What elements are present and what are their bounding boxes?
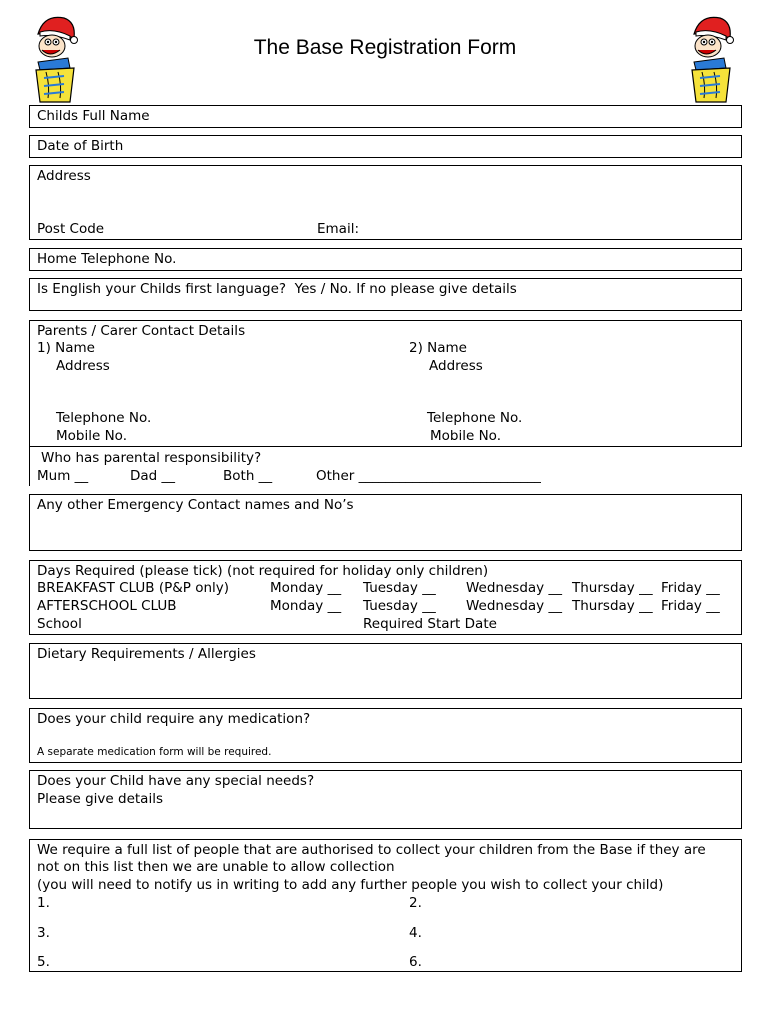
collector-2[interactable]: 2. (409, 895, 422, 911)
parents-heading: Parents / Carer Contact Details (37, 323, 246, 339)
special-needs-details-label: Please give details (37, 791, 163, 807)
parent1-name-label: 1) Name (37, 340, 95, 356)
form-title: The Base Registration Form (253, 36, 517, 59)
afterschool-thursday[interactable]: Thursday __ (572, 598, 653, 614)
both-option[interactable]: Both __ (223, 468, 273, 484)
parent1-mobile-label: Mobile No. (56, 428, 127, 444)
school-label: School (37, 616, 82, 632)
afterschool-tuesday[interactable]: Tuesday __ (363, 598, 436, 614)
afterschool-friday[interactable]: Friday __ (661, 598, 720, 614)
breakfast-monday[interactable]: Monday __ (270, 580, 342, 596)
parent1-address-label: Address (56, 358, 110, 374)
date-of-birth-label: Date of Birth (37, 138, 124, 154)
breakfast-tuesday[interactable]: Tuesday __ (363, 580, 436, 596)
home-telephone-label: Home Telephone No. (37, 251, 177, 267)
required-start-date-label: Required Start Date (363, 616, 497, 632)
collector-4[interactable]: 4. (409, 925, 422, 941)
collection-text-line1: We require a full list of people that are authorised to collect your children from the Base if they are (37, 842, 706, 858)
medication-question: Does your child require any medication? (37, 711, 311, 727)
parent2-name-label: 2) Name (409, 340, 467, 356)
parent2-address-label: Address (429, 358, 483, 374)
breakfast-friday[interactable]: Friday __ (661, 580, 720, 596)
mum-option[interactable]: Mum __ (37, 468, 89, 484)
breakfast-wednesday[interactable]: Wednesday __ (466, 580, 562, 596)
childs-full-name-label: Childs Full Name (37, 108, 150, 124)
parent1-telephone-label: Telephone No. (56, 410, 152, 426)
dad-option[interactable]: Dad __ (130, 468, 176, 484)
parents-contact-section[interactable] (29, 320, 742, 447)
dietary-requirements-label: Dietary Requirements / Allergies (37, 646, 256, 662)
address-label: Address (37, 168, 91, 184)
afterschool-wednesday[interactable]: Wednesday __ (466, 598, 562, 614)
collector-1[interactable]: 1. (37, 895, 50, 911)
collection-text-line2: not on this list then we are unable to allow collection (37, 859, 395, 875)
first-language-label: Is English your Childs first language? Yes / No. If no please give details (37, 281, 517, 297)
date-of-birth-field[interactable] (29, 135, 742, 158)
collector-5[interactable]: 5. (37, 954, 50, 970)
collection-text-line3: (you will need to notify us in writing to add any further people you wish to collect your child) (37, 877, 664, 893)
afterschool-monday[interactable]: Monday __ (270, 598, 342, 614)
emergency-contacts-label: Any other Emergency Contact names and No’s (37, 497, 354, 513)
parent2-mobile-label: Mobile No. (430, 428, 501, 444)
special-needs-question: Does your Child have any special needs? (37, 773, 315, 789)
days-required-heading: Days Required (please tick) (not required for holiday only children) (37, 563, 489, 579)
afterschool-club-label: AFTERSCHOOL CLUB (37, 598, 177, 614)
email-label: Email: (317, 221, 360, 237)
breakfast-thursday[interactable]: Thursday __ (572, 580, 653, 596)
post-code-label: Post Code (37, 221, 105, 237)
other-option[interactable]: Other ___________________________ (316, 468, 541, 484)
address-field[interactable] (29, 165, 742, 240)
parent2-telephone-label: Telephone No. (427, 410, 523, 426)
medication-note: A separate medication form will be required. (37, 746, 272, 758)
breakfast-club-label: BREAKFAST CLUB (P&P only) (37, 580, 230, 596)
collector-6[interactable]: 6. (409, 954, 422, 970)
collector-3[interactable]: 3. (37, 925, 50, 941)
parental-responsibility-question: Who has parental responsibility? (41, 450, 262, 466)
